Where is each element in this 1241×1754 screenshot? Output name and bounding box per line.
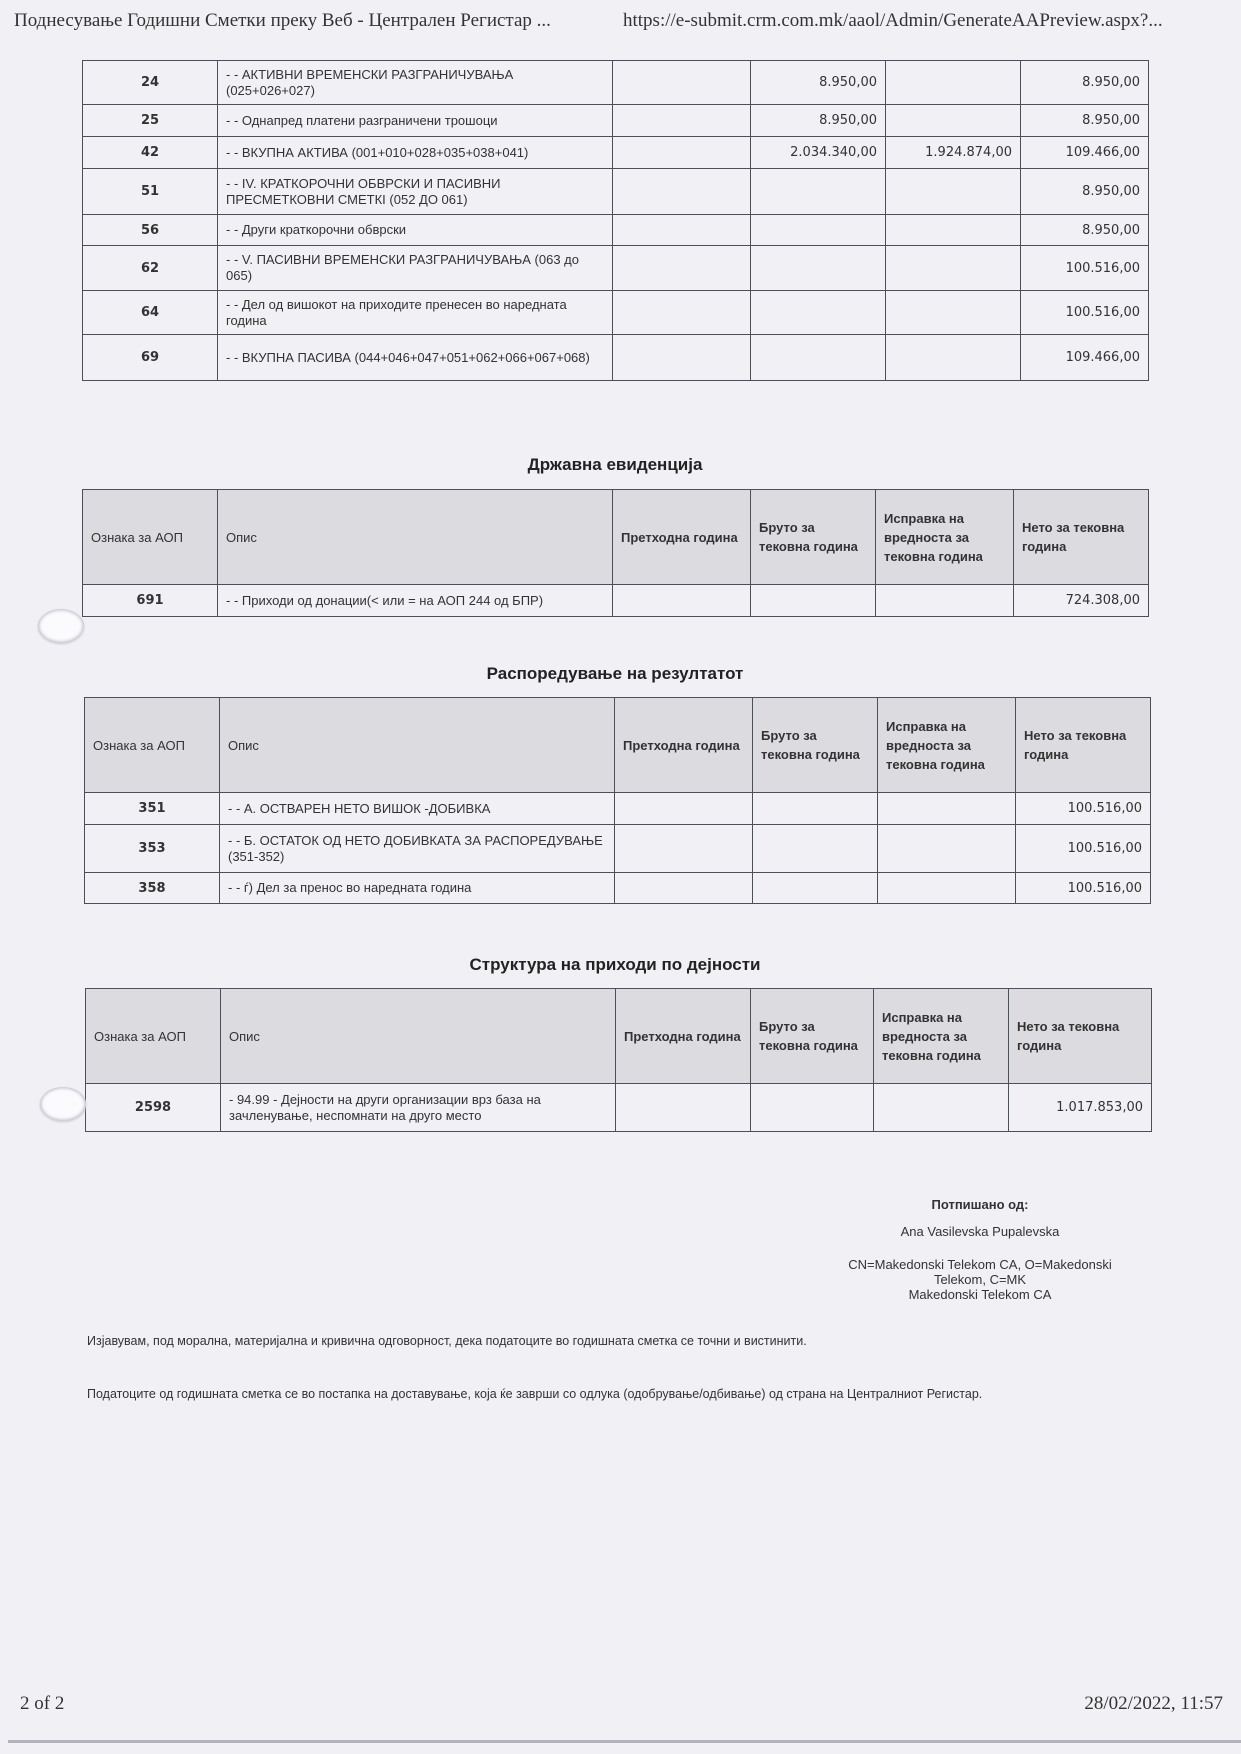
aop-code: 24 (83, 61, 218, 105)
table-row (83, 105, 1149, 137)
prev-year-value (616, 1084, 751, 1132)
aop-code: 25 (83, 105, 218, 137)
description: - - А. ОСТВАРЕН НЕТО ВИШОК -ДОБИВКА (220, 793, 615, 825)
gross-value (751, 291, 886, 335)
adjustment-value (886, 246, 1021, 291)
description: - - ѓ) Дел за пренос во наредната година (220, 873, 615, 904)
page-edge (8, 1740, 1241, 1743)
table-row (83, 61, 1149, 105)
aop-code: 62 (83, 246, 218, 291)
prev-year-value (613, 137, 751, 169)
certificate-line: Makedonski Telekom CA (908, 1287, 1052, 1302)
net-value: 100.516,00 (1016, 873, 1151, 904)
description: - - ВКУПНА АКТИВА (001+010+028+035+038+041) (218, 137, 613, 169)
aop-code: 42 (83, 137, 218, 169)
adjustment-value (878, 793, 1016, 825)
prev-year-value (615, 825, 753, 873)
aop-code: 2598 (86, 1084, 221, 1132)
punch-hole (38, 609, 84, 643)
net-value: 8.950,00 (1021, 105, 1149, 137)
net-value: 100.516,00 (1016, 793, 1151, 825)
table-row (83, 291, 1149, 335)
print-header-url: https://e-submit.crm.com.mk/aaol/Admin/GenerateAAPreview.aspx?... (623, 10, 1163, 31)
income-table (85, 988, 1152, 1132)
description: - - V. ПАСИВНИ ВРЕМЕНСКИ РАЗГРАНИЧУВАЊА (063 до 065) (218, 246, 613, 291)
description: - - ВКУПНА ПАСИВА (044+046+047+051+062+066+067+068) (218, 335, 613, 381)
net-value: 8.950,00 (1021, 61, 1149, 105)
net-value: 100.516,00 (1016, 825, 1151, 873)
col-header-gross: Бруто за тековна година (751, 490, 876, 585)
col-header-prev-year: Претходна година (616, 989, 751, 1084)
col-header-description: Опис (221, 989, 616, 1084)
col-header-description: Опис (220, 698, 615, 793)
adjustment-value (886, 291, 1021, 335)
print-header-title: Поднесување Годишни Сметки преку Веб - Централен Регистар ... (14, 10, 551, 31)
gross-value (753, 825, 878, 873)
col-header-adjustment: Исправка на вредноста за тековна година (878, 698, 1016, 793)
gross-value (753, 793, 878, 825)
description: - - АКТИВНИ ВРЕМЕНСКИ РАЗГРАНИЧУВАЊА (025+026+027) (218, 61, 613, 105)
gross-value (751, 585, 876, 617)
net-value: 100.516,00 (1021, 291, 1149, 335)
gross-value: 8.950,00 (751, 105, 886, 137)
prev-year-value (613, 585, 751, 617)
prev-year-value (613, 291, 751, 335)
table-row (86, 1084, 1152, 1132)
adjustment-value (886, 61, 1021, 105)
prev-year-value (613, 61, 751, 105)
gross-value (751, 335, 886, 381)
col-header-aop: Ознака за АОП (85, 698, 220, 793)
adjustment-value (878, 873, 1016, 904)
gross-value (751, 215, 886, 246)
net-value: 1.017.853,00 (1009, 1084, 1152, 1132)
gross-value: 8.950,00 (751, 61, 886, 105)
certificate-line: CN=Makedonski Telekom CA, O=Makedonski (848, 1257, 1112, 1272)
col-header-description: Опис (218, 490, 613, 585)
col-header-aop: Ознака за АОП (86, 989, 221, 1084)
gross-value (751, 169, 886, 215)
page-number: 2 of 2 (20, 1693, 65, 1714)
description: - - Други краткорочни обврски (218, 215, 613, 246)
net-value: 109.466,00 (1021, 137, 1149, 169)
section-title-result: Распоредување на резултатот (486, 664, 744, 683)
prev-year-value (613, 169, 751, 215)
aop-code: 353 (85, 825, 220, 873)
net-value: 724.308,00 (1014, 585, 1149, 617)
table-row (85, 825, 1151, 873)
signature-title: Потпишано од: (931, 1197, 1029, 1212)
prev-year-value (613, 246, 751, 291)
adjustment-value (886, 169, 1021, 215)
certificate-line: Telekom, C=MK (933, 1272, 1027, 1287)
prev-year-value (613, 215, 751, 246)
table-row (83, 246, 1149, 291)
adjustment-value (886, 105, 1021, 137)
col-header-prev-year: Претходна година (615, 698, 753, 793)
section-title-state: Државна евиденција (527, 455, 703, 474)
description: - - Б. ОСТАТОК ОД НЕТО ДОБИВКАТА ЗА РАСПОРЕДУВАЊЕ (351-352) (220, 825, 615, 873)
signature-certificate (830, 1257, 1130, 1302)
net-value: 8.950,00 (1021, 215, 1149, 246)
col-header-net: Нето за тековна година (1016, 698, 1151, 793)
punch-hole (40, 1087, 86, 1121)
adjustment-value (886, 335, 1021, 381)
prev-year-value (613, 335, 751, 381)
signer-name: Ana Vasilevska Pupalevska (900, 1224, 1060, 1239)
aop-code: 691 (83, 585, 218, 617)
aop-code: 56 (83, 215, 218, 246)
adjustment-value (878, 825, 1016, 873)
state-table (82, 489, 1149, 617)
adjustment-value: 1.924.874,00 (886, 137, 1021, 169)
print-datetime: 28/02/2022, 11:57 (1084, 1693, 1223, 1714)
aop-code: 69 (83, 335, 218, 381)
declaration-text: Изјавувам, под морална, материјална и кривична одговорност, дека податоците во годишната сметка се точни и вистинити. (87, 1334, 807, 1348)
description: - - IV. КРАТКОРОЧНИ ОБВРСКИ И ПАСИВНИ ПРЕСМЕТКОВНИ СМЕТКI (052 ДО 061) (218, 169, 613, 215)
description: - - Однапред платени разграничени трошоци (218, 105, 613, 137)
adjustment-value (876, 585, 1014, 617)
gross-value: 2.034.340,00 (751, 137, 886, 169)
gross-value (751, 246, 886, 291)
description: - - Приходи од донации(< или = на АОП 244 од БПР) (218, 585, 613, 617)
prev-year-value (613, 105, 751, 137)
col-header-gross: Бруто за тековна година (751, 989, 874, 1084)
table-row (83, 335, 1149, 381)
procedure-text: Податоците од годишната сметка се во постапка на доставување, која ќе заврши со одлука (одобрување/одбивање) од страна на Централниот Регистар. (87, 1387, 983, 1401)
col-header-net: Нето за тековна година (1014, 490, 1149, 585)
net-value: 109.466,00 (1021, 335, 1149, 381)
col-header-gross: Бруто за тековна година (753, 698, 878, 793)
table-row (83, 215, 1149, 246)
col-header-net: Нето за тековна година (1009, 989, 1152, 1084)
gross-value (751, 1084, 874, 1132)
aop-code: 351 (85, 793, 220, 825)
result-table (84, 697, 1151, 904)
gross-value (753, 873, 878, 904)
col-header-adjustment: Исправка на вредноста за тековна година (876, 490, 1014, 585)
net-value: 100.516,00 (1021, 246, 1149, 291)
table-row (83, 169, 1149, 215)
prev-year-value (615, 873, 753, 904)
table-row (85, 873, 1151, 904)
col-header-aop: Ознака за АОП (83, 490, 218, 585)
table-row (83, 585, 1149, 617)
col-header-adjustment: Исправка на вредноста за тековна година (874, 989, 1009, 1084)
description: - 94.99 - Дејности на други организации врз база на зачленување, неспомнати на друго место (221, 1084, 616, 1132)
net-value: 8.950,00 (1021, 169, 1149, 215)
table-row (83, 137, 1149, 169)
balance-table (82, 60, 1149, 381)
aop-code: 64 (83, 291, 218, 335)
adjustment-value (886, 215, 1021, 246)
aop-code: 358 (85, 873, 220, 904)
aop-code: 51 (83, 169, 218, 215)
col-header-prev-year: Претходна година (613, 490, 751, 585)
table-row (85, 793, 1151, 825)
prev-year-value (615, 793, 753, 825)
adjustment-value (874, 1084, 1009, 1132)
section-title-income: Структура на приходи по дејности (469, 955, 761, 974)
description: - - Дел од вишокот на приходите пренесен во наредната година (218, 291, 613, 335)
